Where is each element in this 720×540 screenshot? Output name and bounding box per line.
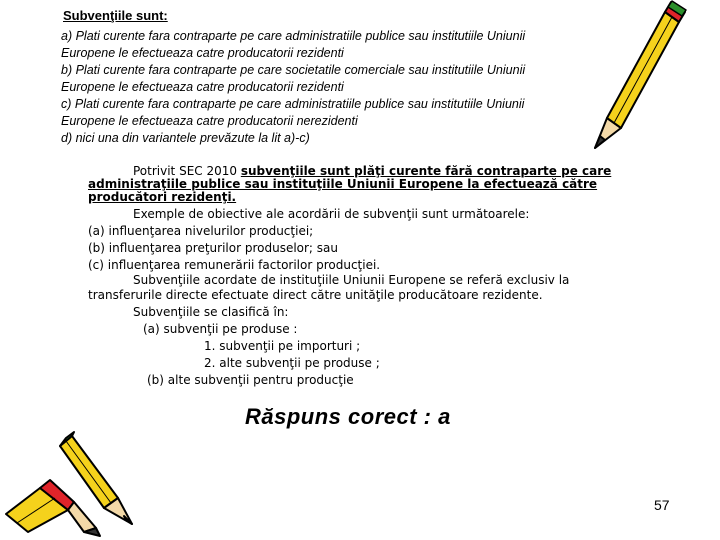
option-line: Europene le efectueaza catre producatorii rezidenti [61, 46, 344, 60]
question-title: Subvenţiile sunt: [63, 8, 168, 23]
definition-bold: subvenţiile sunt plăţi curente fără contraparte pe care [240, 164, 612, 178]
explanation-line: (b) alte subvenţii pentru producţie [147, 373, 354, 387]
explanation-line: 1. subvenţii pe importuri ; [204, 339, 361, 353]
definition-intro: Potrivit SEC 2010 [133, 164, 241, 178]
definition-line-3: producători rezidenţi. [88, 190, 237, 204]
pencil-icon [585, 0, 690, 150]
explanation-line: (a) influenţarea nivelurilor producţiei; [88, 224, 314, 238]
option-line: Europene le efectueaza catre producatorii nerezidenti [61, 114, 358, 128]
explanation-line: (c) influenţarea remunerării factorilor producţiei. [88, 258, 381, 272]
explanation-line: Subvenţiile se clasifică în: [133, 305, 289, 319]
explanation-line: Exemple de obiective ale acordării de subvenţii sunt următoarele: [133, 207, 530, 221]
explanation-line: (b) influenţarea preţurilor produselor; sau [88, 241, 339, 255]
option-line: a) Plati curente fara contraparte pe care administratiile publice sau institutiile Uniunii [61, 29, 526, 43]
option-line: b) Plati curente fara contraparte pe care societatile comerciale sau institutiile Uniunii [61, 63, 526, 77]
explanation-line: 2. alte subvenţii pe produse ; [204, 356, 380, 370]
pencils-icon [0, 428, 140, 540]
page-number: 57 [654, 497, 670, 513]
definition-line-2: administraţiile publice sau instituţiile Uniunii Europene la efectuează către [88, 177, 598, 191]
explanation-line: transferurile directe efectuate direct către unităţile producătoare rezidente. [88, 288, 543, 302]
correct-answer: Răspuns corect : a [245, 404, 451, 429]
option-line: d) nici una din variantele prevăzute la lit a)-c) [61, 131, 310, 145]
explanation-line: (a) subvenţii pe produse : [143, 322, 298, 336]
option-line: c) Plati curente fara contraparte pe care administratiile publice sau institutiile Uniunii [61, 97, 525, 111]
explanation-line: Subvenţiile acordate de instituţiile Uniunii Europene se referă exclusiv la [133, 273, 570, 287]
option-line: Europene le efectueaza catre producatorii rezidenti [61, 80, 344, 94]
